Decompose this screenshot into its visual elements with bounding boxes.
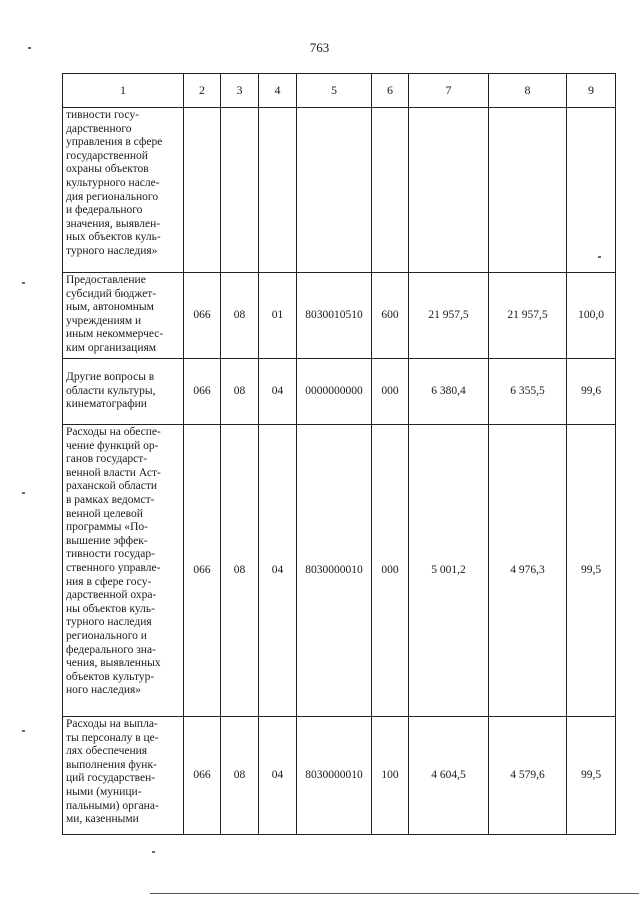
table-row	[63, 425, 616, 717]
cell-target-article: 0000000000	[297, 359, 372, 425]
cell-plan: 21 957,5	[409, 273, 489, 359]
cell-percent: 100,0	[567, 273, 616, 359]
cell-target-article: 8030000010	[297, 717, 372, 835]
scan-speck	[598, 256, 601, 258]
scan-speck	[28, 47, 31, 49]
header-cell: 4	[259, 74, 297, 108]
header-row	[63, 74, 616, 108]
cell-actual: 4 579,6	[489, 717, 567, 835]
row-description: Предоставление субсидий бюджет- ным, автономным учреждениям и иным некоммерчес- ким организациям	[63, 273, 184, 359]
header-cell: 3	[221, 74, 259, 108]
cell-expense-type: 600	[372, 273, 409, 359]
cell-plan: 4 604,5	[409, 717, 489, 835]
cell-actual	[489, 108, 567, 273]
scan-speck	[22, 730, 25, 732]
scan-edge-line	[150, 893, 639, 894]
cell-section: 08	[221, 273, 259, 359]
budget-table	[62, 73, 616, 835]
cell-percent: 99,5	[567, 717, 616, 835]
cell-section: 08	[221, 425, 259, 717]
cell-subsection: 01	[259, 273, 297, 359]
cell-actual: 21 957,5	[489, 273, 567, 359]
cell-target-article	[297, 108, 372, 273]
cell-subsection: 04	[259, 359, 297, 425]
cell-expense-type: 000	[372, 359, 409, 425]
cell-plan	[409, 108, 489, 273]
page-number: 763	[309, 40, 330, 55]
cell-target-article: 8030000010	[297, 425, 372, 717]
table-row	[63, 717, 616, 835]
row-description: Расходы на обеспе- чение функций ор- ганов государст- венной власти Аст- раханской области в рамках ведомст- венной целевой программы «По- вышение эффек- тивности государ- ственного управле- ния в сфере госу- дарственной охра- ны объектов куль- турного наследия регионального и федерального зна- чения, выявленных объектов культур- ного наследия»	[63, 425, 184, 717]
table-row	[63, 108, 616, 273]
cell-ministry-code: 066	[184, 425, 221, 717]
header-cell: 2	[184, 74, 221, 108]
cell-subsection: 04	[259, 717, 297, 835]
cell-ministry-code	[184, 108, 221, 273]
header-cell: 7	[409, 74, 489, 108]
header-cell: 8	[489, 74, 567, 108]
row-description: Другие вопросы в области культуры, кинематографии	[63, 359, 184, 425]
table-row	[63, 359, 616, 425]
cell-plan: 6 380,4	[409, 359, 489, 425]
cell-expense-type: 000	[372, 425, 409, 717]
cell-ministry-code: 066	[184, 273, 221, 359]
scan-speck	[22, 282, 25, 284]
row-description: Расходы на выпла- ты персоналу в це- лях обеспечения выполнения функ- ций государствен- ными (муници- пальными) органа- ми, казенными	[63, 717, 184, 835]
cell-expense-type	[372, 108, 409, 273]
header-cell: 5	[297, 74, 372, 108]
header-cell: 9	[567, 74, 616, 108]
header-cell: 6	[372, 74, 409, 108]
scan-speck	[152, 851, 155, 853]
cell-plan: 5 001,2	[409, 425, 489, 717]
cell-expense-type: 100	[372, 717, 409, 835]
cell-ministry-code: 066	[184, 717, 221, 835]
cell-percent	[567, 108, 616, 273]
cell-target-article: 8030010510	[297, 273, 372, 359]
cell-percent: 99,6	[567, 359, 616, 425]
table-row	[63, 273, 616, 359]
cell-subsection	[259, 108, 297, 273]
cell-section: 08	[221, 359, 259, 425]
cell-section: 08	[221, 717, 259, 835]
cell-subsection: 04	[259, 425, 297, 717]
cell-actual: 4 976,3	[489, 425, 567, 717]
row-description: тивности госу- дарственного управления в сфере государственной охраны объектов культурного насле- дия регионального и федерального значения, выявлен- ных объектов куль- турного наследия»	[63, 108, 184, 273]
cell-percent: 99,5	[567, 425, 616, 717]
scan-speck	[22, 492, 25, 494]
cell-ministry-code: 066	[184, 359, 221, 425]
cell-actual: 6 355,5	[489, 359, 567, 425]
header-cell: 1	[63, 74, 184, 108]
cell-section	[221, 108, 259, 273]
